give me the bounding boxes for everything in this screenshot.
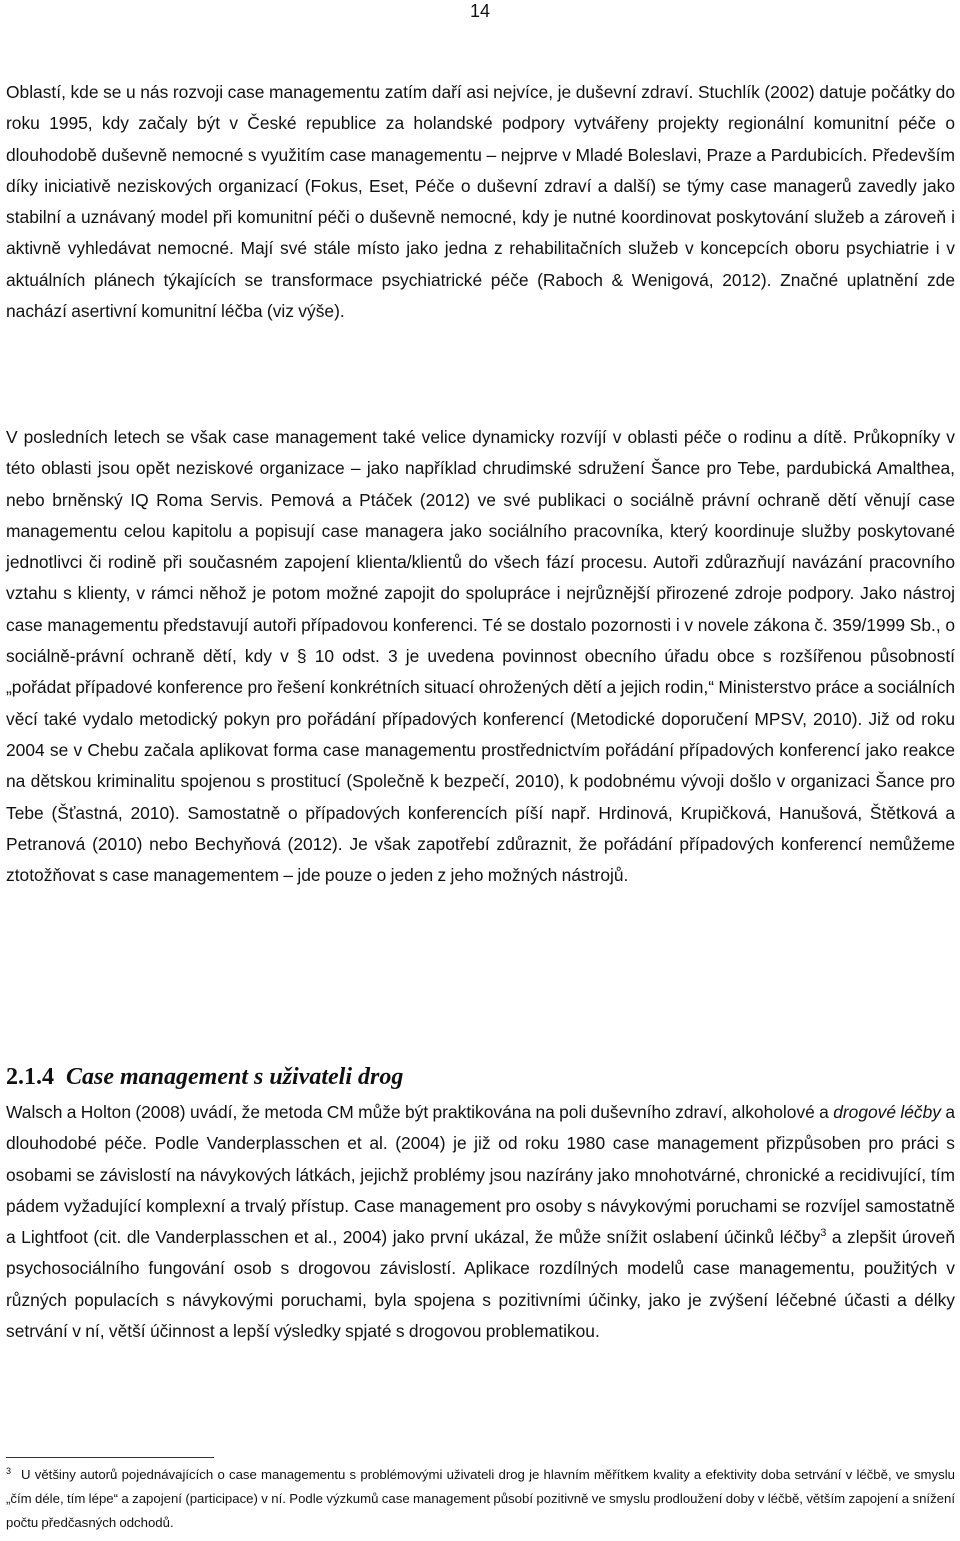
paragraph-drug-users-part2: a dlouhodobé péče. Podle Vanderplasschen et al. (2004) je již od roku 1980 case management přizpůsoben pro práci s osobami se závislostí na návykových látkách, jejichž problémy jsou nazírány jako mnohotvárné, chronické a recidivující, tím pádem vyžadující komplexní a trvalý přístup. Case management pro osoby s návykovými poruchami se rozvíjel samostatně a Lightfoot (cit. dle Vanderplasschen et al., 2004) jako první ukázal, že může snížit oslabení účinků léčby xyxy=(6,1102,955,1248)
paragraph-drug-users-part3: a zlepšit úroveň psychosociálního fungování osob s drogovou závislostí. Aplikace rozdílných modelů case managementu, použitých v různých populacích s návykovými poruchami, byla spojena s pozitivními účinky, jako je zvýšení léčebné účasti a délky setrvání v ní, větší účinnost a lepší výsledky spjaté s drogovou problematikou. xyxy=(6,1227,955,1342)
footnote-text: U většiny autorů pojednávajících o case managementu s problémovými uživateli drog je hlavním měřítkem kvality a efektivity doba setrvání v léčbě, ve smyslu „čím déle, tím lépe“ a zapojení (participace) v ní. Podle výzkumů case management působí pozitivně ve smyslu prodloužení doby v léčbě, větším zapojení a snížení počtu předčasných odchodů. xyxy=(6,1467,955,1530)
paragraph-drug-users xyxy=(6,1097,955,1347)
page-number: 14 xyxy=(469,1,491,21)
footnote-reference[interactable]: 3 xyxy=(820,1227,827,1240)
paragraph-drug-users-italic: drogové léčby xyxy=(833,1102,941,1122)
footnote-divider xyxy=(6,1457,214,1458)
paragraph-mental-health: Oblastí, kde se u nás rozvoji case managementu zatím daří asi nejvíce, je duševní zdraví. Stuchlík (2002) datuje počátky do roku 1995, kdy začaly být v České republice za holandské podpory vytvářeny projekty regionální komunitní péče o dlouhodobě duševně nemocné s využitím case managementu – nejprve v Mladé Boleslavi, Praze a Pardubicích. Především díky iniciativě neziskových organizací (Fokus, Eset, Péče o duševní zdraví a další) se týmy case managerů zavedly jako stabilní a uznávaný model při komunitní péči o duševně nemocné, kdy je nutné koordinovat poskytování služeb a zároveň i aktivně vyhledávat nemocné. Mají své stále místo jako jedna z rehabilitačních služeb v koncepcích oboru psychiatrie i v aktuálních plánech týkajících se transformace psychiatrické péče (Raboch & Wenigová, 2012). Značné uplatnění zde nachází asertivní komunitní léčba (viz výše). xyxy=(6,82,955,322)
section-number: 2.1.4 xyxy=(6,1064,54,1090)
paragraph-drug-users-part1: Walsch a Holton (2008) uvádí, že metoda CM může být praktikována na poli duševního zdraví, alkoholové a xyxy=(6,1102,834,1122)
section-heading xyxy=(6,1061,403,1093)
paragraph-family-child: V posledních letech se však case management také velice dynamicky rozvíjí v oblasti péče o rodinu a dítě. Průkopníky v této oblasti jsou opět neziskové organizace – jako například chrudimské sdružení Šance pro Tebe, pardubická Amalthea, nebo brněnský IQ Roma Servis. Pemová a Ptáček (2012) ve své publikaci o sociálně právní ochraně dětí věnují case managementu celou kapitolu a popisují case managera jako sociálního pracovníka, který koordinuje služby poskytované jednotlivci či rodině při současném zapojení klienta/klientů do všech fází procesu. Autoři zdůrazňují navázání pracovního vztahu s klienty, v rámci něhož je potom možné zapojit do spolupráce i nejrůznější přirozené zdroje podpory. Jako nástroj case managementu představují autoři případovou konferenci. Té se dostalo pozornosti i v novele zákona č. 359/1999 Sb., o sociálně-právní ochraně dětí, kdy v § 10 odst. 3 je uvedena povinnost obecního úřadu obce s rozšířenou působností „pořádat případové konference pro řešení konkrétních situací ohrožených dětí a jejich rodin,“ Ministerstvo práce a sociálních věcí také vydalo metodický pokyn pro pořádání případových konferencí (Metodické doporučení MPSV, 2010). Již od roku 2004 se v Chebu začala aplikovat forma case managementu prostřednictvím pořádání případových konferencí jako reakce na dětskou kriminalitu spojenou s prostitucí (Společně k bezpečí, 2010), k podobnému vývoji došlo v organizaci Šance pro Tebe (Šťastná, 2010). Samostatně o případových konferencích píší např. Hrdinová, Krupičková, Hanušová, Štětková a Petranová (2010) nebo Bechyňová (2012). Je však zapotřebí zdůraznit, že pořádání případových konferencí nemůžeme ztotožňovat s case managementem – jde pouze o jeden z jeho možných nástrojů. xyxy=(6,427,955,886)
section-title: Case management s uživateli drog xyxy=(66,1064,404,1090)
footnote-mark: 3 xyxy=(6,1465,12,1476)
footnote xyxy=(6,1463,955,1535)
